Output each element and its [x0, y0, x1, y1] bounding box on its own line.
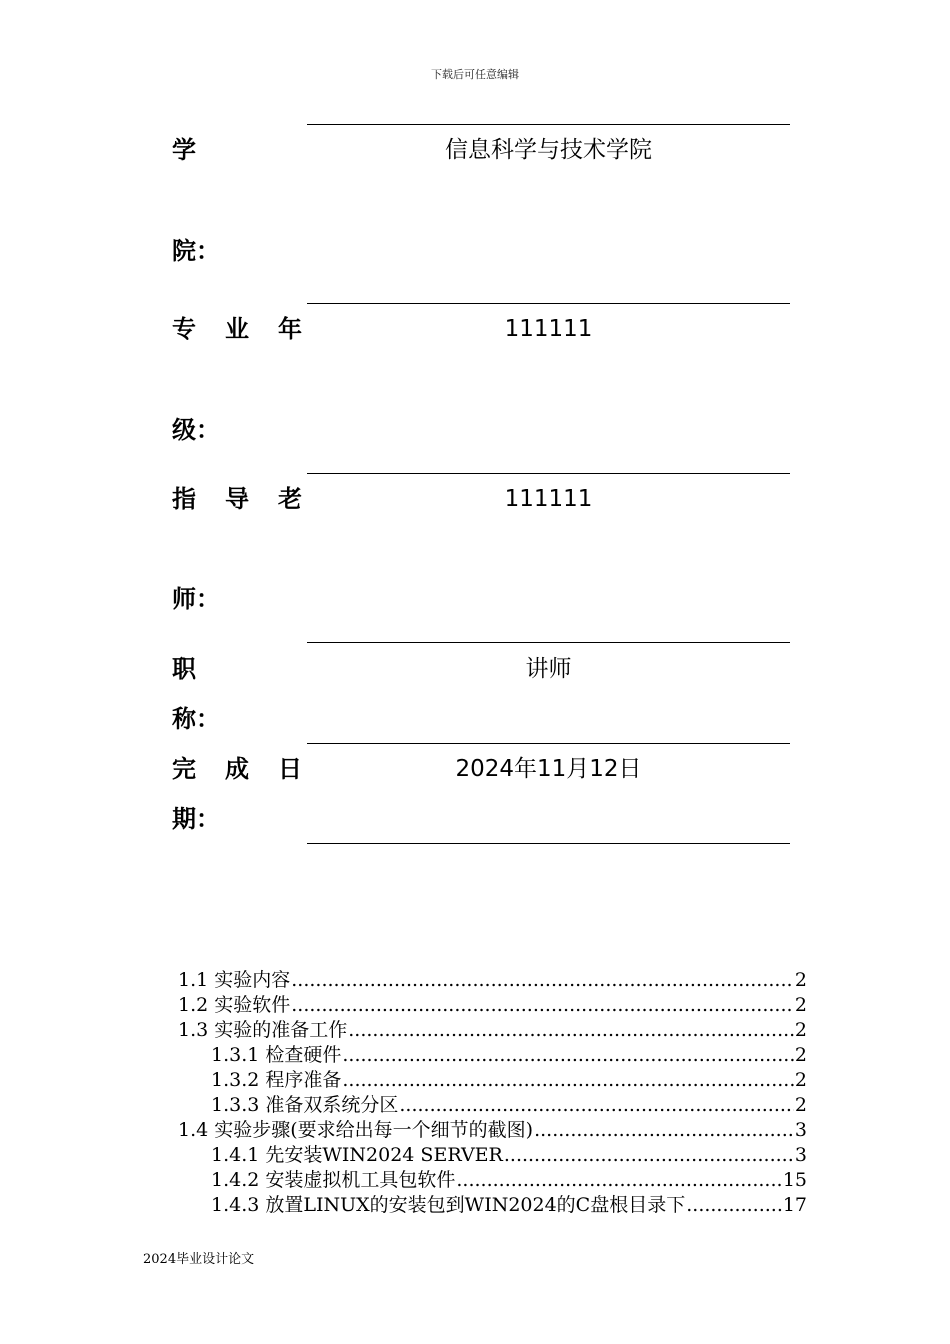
header-note: 下载后可任意编辑 [431, 68, 519, 81]
toc-leader-dots [342, 1043, 794, 1068]
label-char: 专 [172, 315, 196, 343]
label-char: 完 [172, 755, 196, 783]
toc-leader-dots [291, 968, 794, 993]
toc-entry-page: 2 [794, 1044, 807, 1066]
toc-entry-title: 1.1 实验内容 [178, 969, 291, 991]
toc-entry-title: 1.4.1 先安装WIN2024 SERVER [211, 1144, 503, 1166]
toc-entry[interactable] [178, 993, 807, 1018]
toc-entry-page: 3 [794, 1144, 807, 1166]
divider-line [307, 642, 790, 643]
toc-entry-page: 17 [782, 1194, 807, 1216]
college-label-bottom: 院： [172, 237, 220, 265]
college-label-top: 学 [172, 136, 196, 164]
label-char: 导 [225, 485, 249, 513]
title-label-bottom: 称： [172, 705, 220, 733]
label-char: 指 [172, 485, 196, 513]
toc-entry[interactable] [178, 1193, 807, 1218]
divider-line [307, 303, 790, 304]
date-label-top [172, 754, 302, 784]
toc-entry[interactable] [178, 1093, 807, 1118]
advisor-label-bottom: 师： [172, 585, 220, 613]
toc-entry-page: 2 [794, 969, 807, 991]
toc-entry-page: 3 [794, 1119, 807, 1141]
toc-entry-page: 2 [794, 1069, 807, 1091]
major-label-top [172, 314, 302, 344]
toc-leader-dots [342, 1068, 794, 1093]
toc-entry[interactable] [178, 1018, 807, 1043]
advisor-value: 111111 [504, 486, 593, 512]
label-char: 年 [278, 315, 302, 343]
toc-entry-page: 2 [794, 1019, 807, 1041]
title-label-top: 职 [172, 655, 196, 683]
toc-entry[interactable] [178, 1068, 807, 1093]
date-value: 2024年11月12日 [455, 756, 642, 782]
toc-leader-dots [456, 1168, 781, 1193]
divider-line [307, 124, 790, 125]
label-char: 业 [225, 315, 249, 343]
toc-entry-title: 1.3.3 准备双系统分区 [211, 1094, 399, 1116]
date-label-bottom: 期： [172, 805, 220, 833]
toc-entry[interactable] [178, 968, 807, 993]
toc-entry-page: 2 [794, 994, 807, 1016]
label-char: 成 [225, 755, 249, 783]
title-value: 讲师 [525, 656, 572, 682]
toc-leader-dots [504, 1143, 794, 1168]
toc-entry[interactable] [178, 1118, 807, 1143]
toc-leader-dots [686, 1193, 782, 1218]
toc-entry[interactable] [178, 1143, 807, 1168]
divider-line [307, 843, 790, 844]
advisor-label-top [172, 484, 302, 514]
toc-entry-title: 1.3.2 程序准备 [211, 1069, 342, 1091]
toc-leader-dots [291, 993, 794, 1018]
toc-entry-title: 1.3.1 检查硬件 [211, 1044, 342, 1066]
table-of-contents [178, 968, 807, 1218]
toc-entry-title: 1.4 实验步骤(要求给出每一个细节的截图) [178, 1119, 534, 1141]
toc-entry-title: 1.4.3 放置LINUX的安装包到WIN2024的C盘根目录下 [211, 1194, 686, 1216]
toc-entry-page: 15 [782, 1169, 807, 1191]
label-char: 日 [278, 755, 302, 783]
toc-entry-title: 1.3 实验的准备工作 [178, 1019, 348, 1041]
toc-entry[interactable] [178, 1043, 807, 1068]
toc-entry-title: 1.2 实验软件 [178, 994, 291, 1016]
toc-leader-dots [399, 1093, 794, 1118]
page-footer: 2024毕业设计论文 [143, 1252, 255, 1267]
toc-leader-dots [348, 1018, 794, 1043]
major-label-bottom: 级： [172, 416, 220, 444]
major-value: 111111 [504, 316, 593, 342]
toc-entry-page: 2 [794, 1094, 807, 1116]
toc-leader-dots [534, 1118, 794, 1143]
toc-entry[interactable] [178, 1168, 807, 1193]
divider-line [307, 473, 790, 474]
label-char: 老 [278, 485, 302, 513]
divider-line [307, 743, 790, 744]
college-value: 信息科学与技术学院 [445, 137, 652, 163]
toc-entry-title: 1.4.2 安装虚拟机工具包软件 [211, 1169, 456, 1191]
